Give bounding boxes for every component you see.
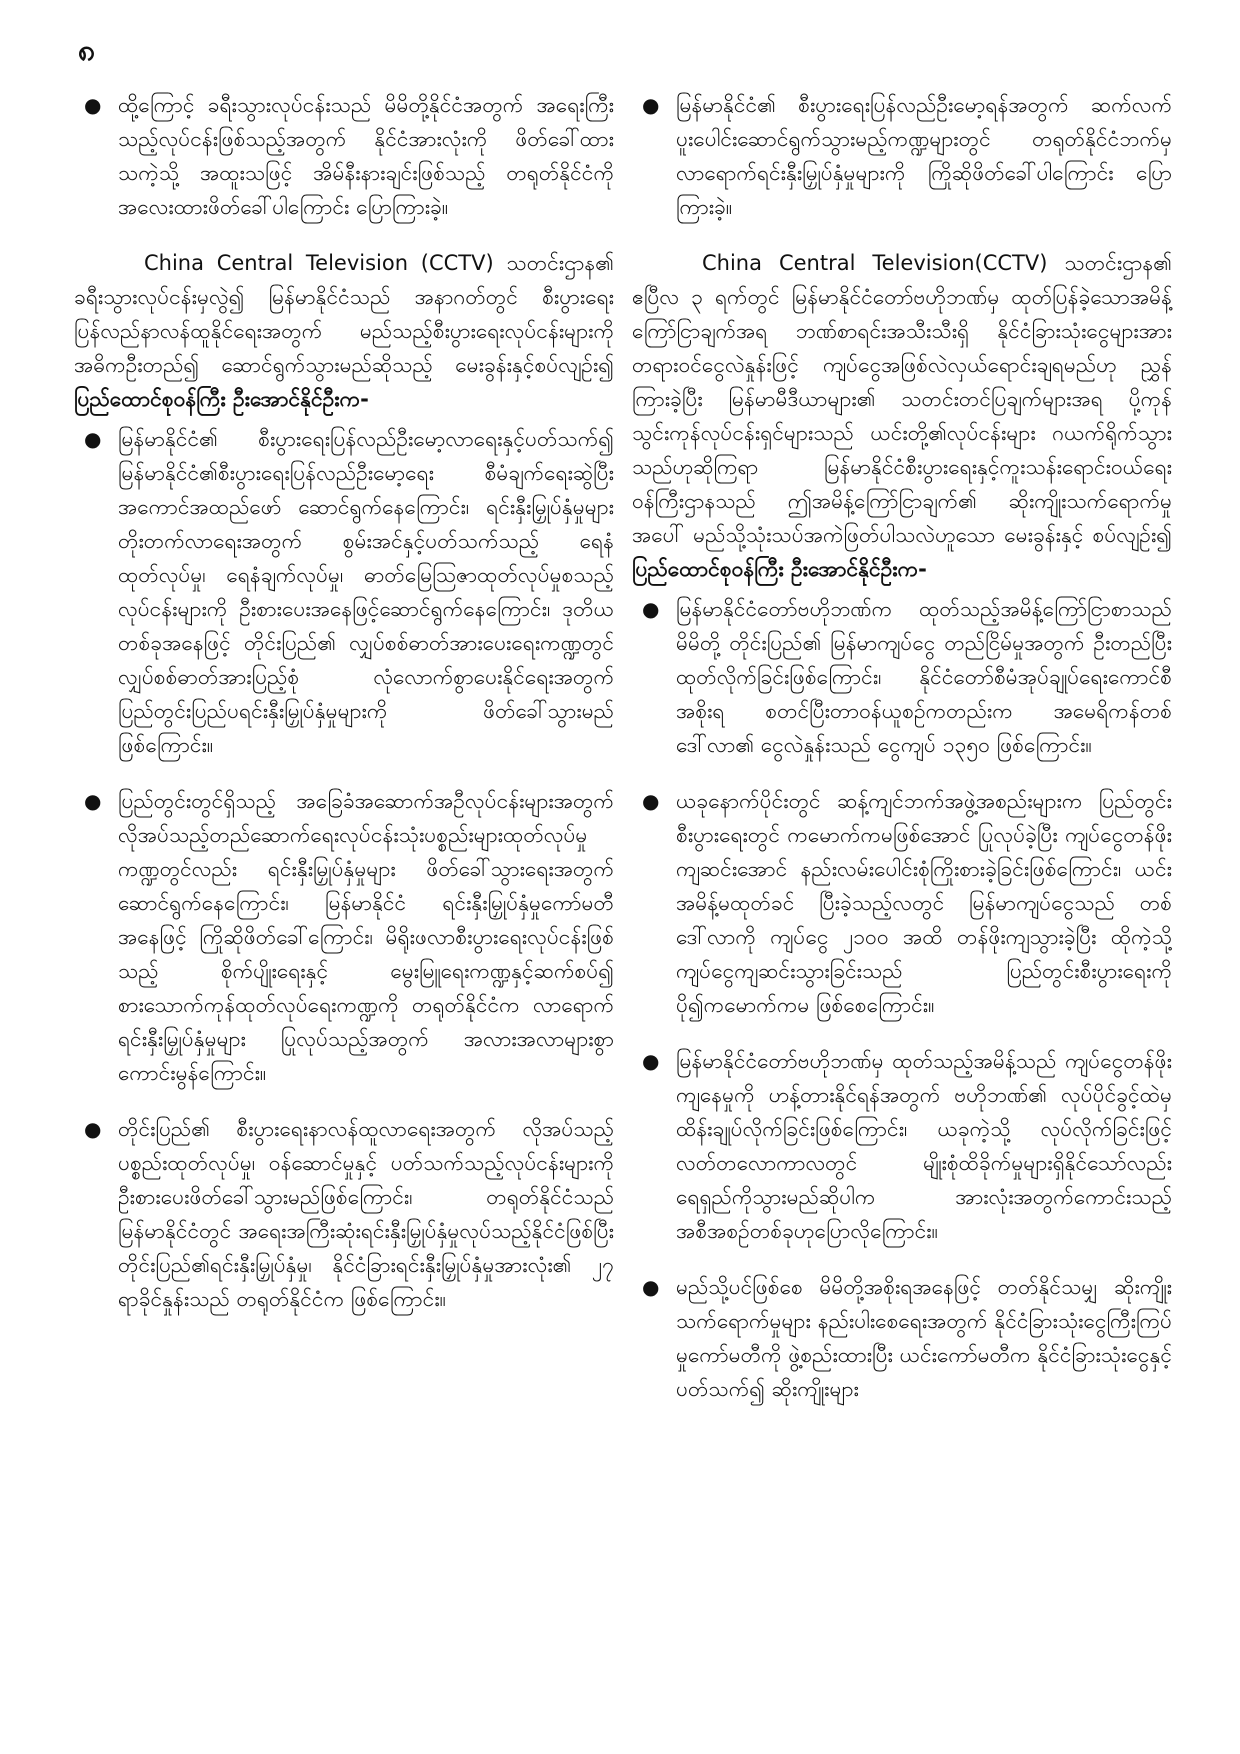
bullet-paragraph: ● မြန်မာနိုင်ငံတော်ဗဟိုဘဏ်က ထုတ်သည့်အမိန့်ကြော်ငြာစာသည် မိမိတို့ တိုင်းပြည်၏ မြန်မာကျပ်ငွေ တည်ငြိမ်မှုအတွက် ဦးတည်ပြီးထုတ်လိုက်ခြင်းဖြစ်ကြောင်း၊ နိုင်ငံတော်စီမံအုပ်ချုပ်ရေးကောင်စီအစိုးရ စတင်ပြီးတာဝန်ယူစဉ်ကတည်းက အမေရိကန်တစ်ဒေါ်လာ၏ ငွေလဲနှုန်းသည် ငွေကျပ် ၁၃၅၀ ဖြစ်ကြောင်း။ <box>632 592 1172 762</box>
paragraph-text: China Central Television (CCTV) သတင်းဌာန၏ ခရီးသွားလုပ်ငန်းမှလွဲ၍ မြန်မာနိုင်ငံသည် အနာဂတ်တွင် စီးပွားရေးပြန်လည်နာလန်ထူနိုင်ရေးအတွက် မည်သည့်စီးပွားရေးလုပ်ငန်းများကို အဓိကဦးတည်၍ ဆောင်ရွက်သွားမည်ဆိုသည့် မေးခွန်းနှင့်စပ်လျဉ်း၍ <box>74 251 614 377</box>
bullet-paragraph: ● မည်သို့ပင်ဖြစ်စေ မိမိတို့အစိုးရအနေဖြင့် တတ်နိုင်သမျှ ဆိုးကျိုးသက်ရောက်မှုများ နည်းပါးစေရေးအတွက် နိုင်ငံခြားသုံးငွေကြီးကြပ်မှုကော်မတီကို ဖွဲ့စည်းထားပြီး ယင်းကော်မတီက နိုင်ငံခြားသုံးငွေနှင့်ပတ်သက်၍ ဆိုးကျိုးများ <box>632 1270 1172 1406</box>
paragraph <box>74 246 614 416</box>
bullet-paragraph: ● မြန်မာနိုင်ငံ၏ စီးပွားရေးပြန်လည်ဦးမော့ရန်အတွက် ဆက်လက်ပူးပေါင်းဆောင်ရွက်သွားမည့်ကဏ္ဍများတွင် တရုတ်နိုင်ငံဘက်မှ လာရောက်ရင်းနှီးမြှုပ်နှံမှုများကို ကြိုဆိုဖိတ်ခေါ်ပါကြောင်း ပြောကြားခဲ့။ <box>632 88 1172 224</box>
bullet-paragraph: ● တိုင်းပြည်၏ စီးပွားရေးနာလန်ထူလာရေးအတွက် လိုအပ်သည့်ပစ္စည်းထုတ်လုပ်မှု၊ ဝန်ဆောင်မှုနှင့် ပတ်သက်သည့်လုပ်ငန်းများကို ဦးစားပေးဖိတ်ခေါ်သွားမည်ဖြစ်ကြောင်း၊ တရုတ်နိုင်ငံသည် မြန်မာနိုင်ငံတွင် အရေးအကြီးဆုံးရင်းနှီးမြှုပ်နှံမှုလုပ်သည့်နိုင်ငံဖြစ်ပြီး တိုင်းပြည်၏ရင်းနှီးမြှုပ်နှံမှု၊ နိုင်ငံခြားရင်းနှီးမြှုပ်နှံမှုအားလုံး၏ ၂၇ ရာခိုင်နှုန်းသည် တရုတ်နိုင်ငံက ဖြစ်ကြောင်း။ <box>74 1112 614 1316</box>
bullet-paragraph: ● ယခုနောက်ပိုင်းတွင် ဆန့်ကျင်ဘက်အဖွဲ့အစည်းများက ပြည်တွင်းစီးပွားရေးတွင် ကမောက်ကမဖြစ်အောင် ပြုလုပ်ခဲ့ပြီး ကျပ်ငွေတန်ဖိုးကျဆင်းအောင် နည်းလမ်းပေါင်းစုံကြိုးစားခဲ့ခြင်းဖြစ်ကြောင်း၊ ယင်းအမိန့်မထုတ်ခင် ပြီးခဲ့သည့်လတွင် မြန်မာကျပ်ငွေသည် တစ်ဒေါ်လာကို ကျပ်ငွေ ၂၁၀၀ အထိ တန်ဖိုးကျသွားခဲ့ပြီး ထိုကဲ့သို့ ကျပ်ငွေကျဆင်းသွားခြင်းသည် ပြည်တွင်းစီးပွားရေးကို ပို၍ကမောက်ကမ ဖြစ်စေကြောင်း။ <box>632 784 1172 1022</box>
bullet-paragraph: ● ထို့ကြောင့် ခရီးသွားလုပ်ငန်းသည် မိမိတို့နိုင်ငံအတွက် အရေးကြီးသည့်လုပ်ငန်းဖြစ်သည့်အတွက် နိုင်ငံအားလုံးကို ဖိတ်ခေါ်ထားသကဲ့သို့ အထူးသဖြင့် အိမ်နီးနားချင်းဖြစ်သည့် တရုတ်နိုင်ငံကို အလေးထားဖိတ်ခေါ်ပါကြောင်း ပြောကြားခဲ့။ <box>74 88 614 224</box>
bold-speaker: ပြည်ထောင်စုဝန်ကြီး ဦးအောင်နိုင်ဦးက- <box>632 557 927 581</box>
bullet-paragraph: ● မြန်မာနိုင်ငံတော်ဗဟိုဘဏ်မှ ထုတ်သည့်အမိန့်သည် ကျပ်ငွေတန်ဖိုးကျနေမှုကို ဟန့်တားနိုင်ရန်အတွက် ဗဟိုဘဏ်၏ လုပ်ပိုင်ခွင့်ထဲမှ ထိန်းချုပ်လိုက်ခြင်းဖြစ်ကြောင်း၊ ယခုကဲ့သို့ လုပ်လိုက်ခြင်းဖြင့် လတ်တလောကာလတွင် မျိုးစုံထိခိုက်မှုများရှိနိုင်သော်လည်း ရေရှည်ကိုသွားမည်ဆိုပါက အားလုံးအတွက်ကောင်းသည့် အစီအစဉ်တစ်ခုဟုပြောလိုကြောင်း။ <box>632 1044 1172 1248</box>
right-column <box>632 88 1172 1428</box>
left-column <box>74 88 614 1338</box>
paragraph <box>632 246 1172 586</box>
bold-speaker: ပြည်ထောင်စုဝန်ကြီး ဦးအောင်နိုင်ဦးက- <box>74 387 369 411</box>
bullet-paragraph: ● မြန်မာနိုင်ငံ၏ စီးပွားရေးပြန်လည်ဦးမော့လာရေးနှင့်ပတ်သက်၍ မြန်မာနိုင်ငံ၏စီးပွားရေးပြန်လည်ဦးမော့ရေး စီမံချက်ရေးဆွဲပြီး အကောင်အထည်ဖော် ဆောင်ရွက်နေကြောင်း၊ ရင်းနှီးမြှုပ်နှံမှုများတိုးတက်လာရေးအတွက် စွမ်းအင်နှင့်ပတ်သက်သည့် ရေနံထုတ်လုပ်မှု၊ ရေနံချက်လုပ်မှု၊ ဓာတ်မြေသြဇာထုတ်လုပ်မှုစသည့်လုပ်ငန်းများကို ဦးစားပေးအနေဖြင့်ဆောင်ရွက်နေကြောင်း၊ ဒုတိယတစ်ခုအနေဖြင့် တိုင်းပြည်၏ လျှပ်စစ်ဓာတ်အားပေးရေးကဏ္ဍတွင် လျှပ်စစ်ဓာတ်အားပြည့်စုံ လုံလောက်စွာပေးနိုင်ရေးအတွက် ပြည်တွင်းပြည်ပရင်းနှီးမြှုပ်နှံမှုများကို ဖိတ်ခေါ်သွားမည်ဖြစ်ကြောင်း။ <box>74 422 614 762</box>
paragraph-text: China Central Television(CCTV) သတင်းဌာန၏ ဧပြီလ ၃ ရက်တွင် မြန်မာနိုင်ငံတော်ဗဟိုဘဏ်မှ ထုတ်ပြန်ခဲ့သောအမိန့်ကြော်ငြာချက်အရ ဘဏ်စာရင်းအသီးသီးရှိ နိုင်ငံခြားသုံးငွေများအား တရားဝင်ငွေလဲနှုန်းဖြင့် ကျပ်ငွေအဖြစ်လဲလှယ်ရောင်းချရမည်ဟု ညွှန်ကြားခဲ့ပြီး မြန်မာမီဒီယာများ၏ သတင်းတင်ပြချက်များအရ ပို့ကုန်သွင်းကုန်လုပ်ငန်းရှင်များသည် ယင်းတို့၏လုပ်ငန်းများ ဂယက်ရိုက်သွားသည်ဟုဆိုကြရာ မြန်မာနိုင်ငံစီးပွားရေးနှင့်ကူးသန်းရောင်းဝယ်ရေးဝန်ကြီးဌာနသည် ဤအမိန့်ကြော်ငြာချက်၏ ဆိုးကျိုးသက်ရောက်မှုအပေါ် မည်သို့သုံးသပ်အကဲဖြတ်ပါသလဲဟူသော မေးခွန်းနှင့် စပ်လျဉ်း၍ <box>632 251 1172 547</box>
page-number: ၈ <box>78 33 96 68</box>
bullet-paragraph: ● ပြည်တွင်းတွင်ရှိသည့် အခြေခံအဆောက်အဦလုပ်ငန်းများအတွက် လိုအပ်သည့်တည်ဆောက်ရေးလုပ်ငန်းသုံးပစ္စည်းများထုတ်လုပ်မှုကဏ္ဍတွင်လည်း ရင်းနှီးမြှုပ်နှံမှုများ ဖိတ်ခေါ်သွားရေးအတွက် ဆောင်ရွက်နေကြောင်း၊ မြန်မာနိုင်ငံ ရင်းနှီးမြှုပ်နှံမှုကော်မတီအနေဖြင့် ကြိုဆိုဖိတ်ခေါ်ကြောင်း၊ မိရိုးဖလာစီးပွားရေးလုပ်ငန်းဖြစ်သည့် စိုက်ပျိုးရေးနှင့် မွေးမြူရေးကဏ္ဍနှင့်ဆက်စပ်၍ စားသောက်ကုန်ထုတ်လုပ်ရေးကဏ္ဍကို တရုတ်နိုင်ငံက လာရောက်ရင်းနှီးမြှုပ်နှံမှုများ ပြုလုပ်သည့်အတွက် အလားအလာများစွာ ကောင်းမွန်ကြောင်း။ <box>74 784 614 1090</box>
